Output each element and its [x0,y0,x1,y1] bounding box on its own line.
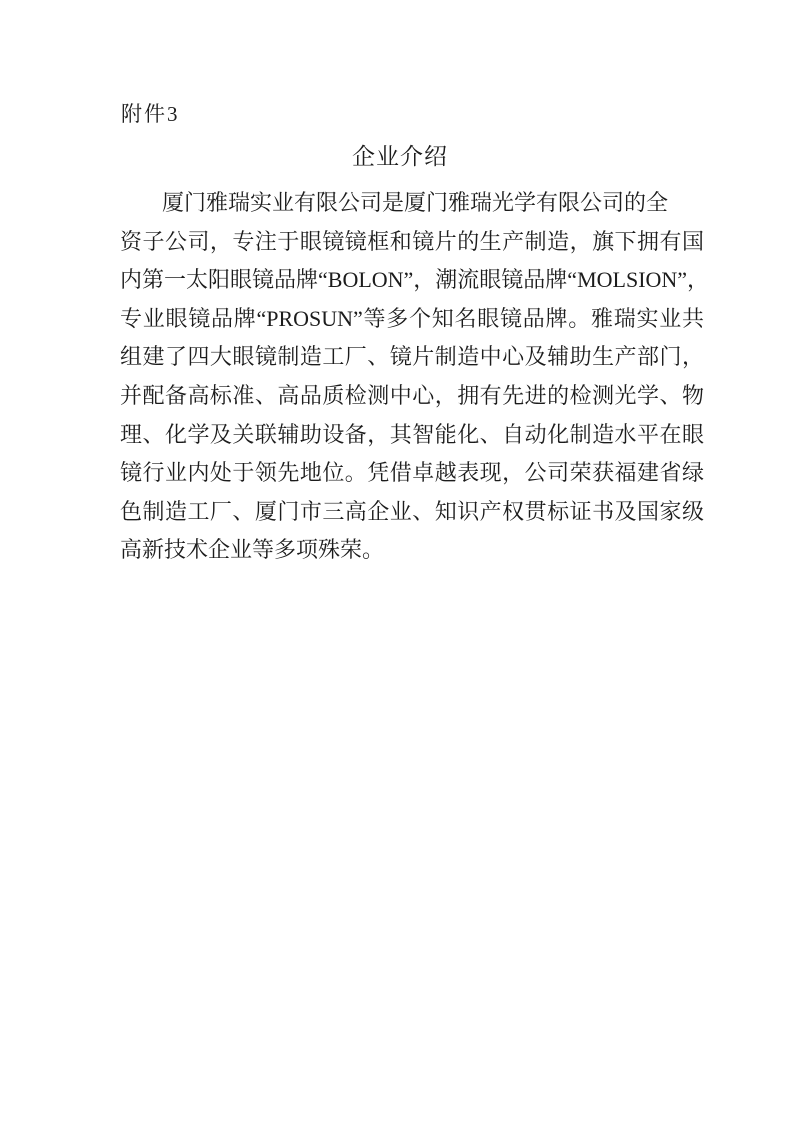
paragraph-line: 资子公司，专注于眼镜镜框和镜片的生产制造，旗下拥有国 [120,228,704,254]
paragraph-line: 镜行业内处于领先地位。凭借卓越表现，公司荣获福建省绿 [120,460,704,486]
paragraph-line: 组建了四大眼镜制造工厂、镜片制造中心及辅助生产部门， [120,344,704,370]
paragraph-line: 理、化学及关联辅助设备，其智能化、自动化制造水平在眼 [120,421,704,447]
paragraph-line: 内第一太阳眼镜品牌“BOLON”，潮流眼镜品牌“MOLSION”， [120,267,710,293]
paragraph-line: 色制造工厂、厦门市三高企业、知识产权贯标证书及国家级 [120,498,704,524]
body-paragraph [120,184,710,570]
paragraph-line: 厦门雅瑞实业有限公司是厦门雅瑞光学有限公司的全 [162,190,669,215]
paragraph-line: 专业眼镜品牌“PROSUN”等多个知名眼镜品牌。雅瑞实业共 [120,305,704,331]
document-title: 企业介绍 [352,144,448,169]
attachment-label: 附件3 [121,102,180,126]
paragraph-line: 高新技术企业等多项殊荣。 [120,537,385,563]
paragraph-line: 并配备高标准、高品质检测中心，拥有先进的检测光学、物 [120,382,704,408]
